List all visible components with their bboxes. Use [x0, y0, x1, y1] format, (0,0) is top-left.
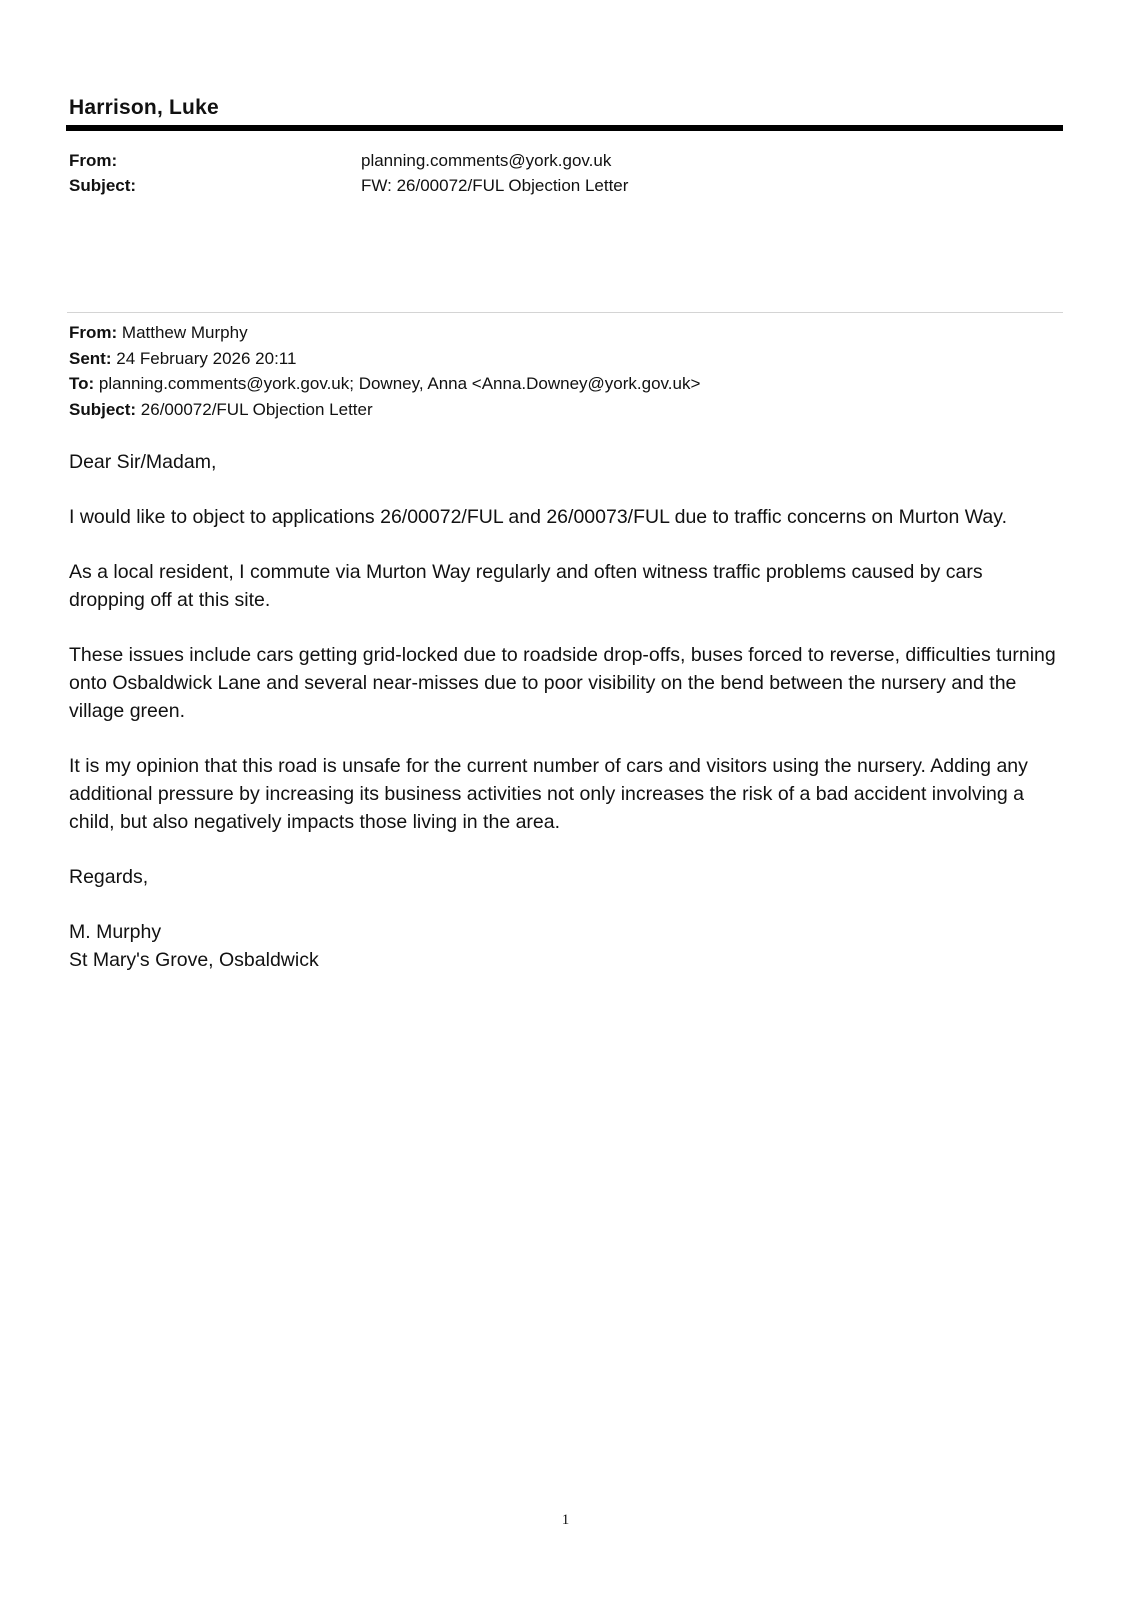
message-divider	[67, 312, 1063, 313]
original-subject-label: Subject:	[69, 399, 137, 419]
forward-from-value: planning.comments@york.gov.uk	[361, 151, 612, 170]
letter-paragraph-2: As a local resident, I commute via Murton Way regularly and often witness traffic problems caused by cars dropping off at this site.	[69, 561, 983, 611]
original-to-value: planning.comments@york.gov.uk; Downey, Anna <Anna.Downey@york.gov.uk>	[98, 374, 701, 393]
header-divider	[66, 125, 1063, 131]
original-message-header	[69, 320, 700, 422]
original-to-label: To:	[69, 374, 95, 393]
letter-paragraph-3: These issues include cars getting grid-locked due to roadside drop-offs, buses forced to reverse, difficulties turning onto Osbaldwick Lane and several near-misses due to poor visibility on the bend between the nursery and the village green.	[69, 644, 1056, 722]
original-sent-row	[69, 346, 700, 372]
original-subject-row	[69, 397, 700, 423]
letter-body	[69, 448, 1059, 974]
original-from-row	[69, 320, 700, 346]
letter-closing: Regards,	[69, 866, 149, 888]
original-from-label: From:	[69, 323, 118, 342]
original-sent-label: Sent:	[69, 348, 112, 368]
original-to-row	[69, 371, 700, 397]
forward-subject-value: FW: 26/00072/FUL Objection Letter	[361, 176, 629, 195]
signature-address: St Mary's Grove, Osbaldwick	[69, 949, 319, 971]
sender-name: Harrison, Luke	[69, 96, 219, 119]
forward-subject-label: Subject:	[69, 176, 137, 195]
letter-paragraph-1: I would like to object to applications 26/00072/FUL and 26/00073/FUL due to traffic concerns on Murton Way.	[69, 506, 1007, 528]
original-subject-value: 26/00072/FUL Objection Letter	[140, 399, 373, 419]
signature-name: M. Murphy	[69, 921, 162, 943]
original-from-value: Matthew Murphy	[121, 323, 248, 342]
forward-from-label: From:	[69, 151, 118, 170]
letter-paragraph-4: It is my opinion that this road is unsafe for the current number of cars and visitors using the nursery. Adding any additional pressure by increasing its business activities not only increases the risk of a bad accident involving a child, but also negatively impacts those living in the area.	[69, 755, 1028, 833]
letter-greeting: Dear Sir/Madam,	[69, 451, 217, 473]
original-sent-value: 24 February 2026 20:11	[116, 348, 297, 368]
page-number: 1	[561, 1512, 570, 1528]
